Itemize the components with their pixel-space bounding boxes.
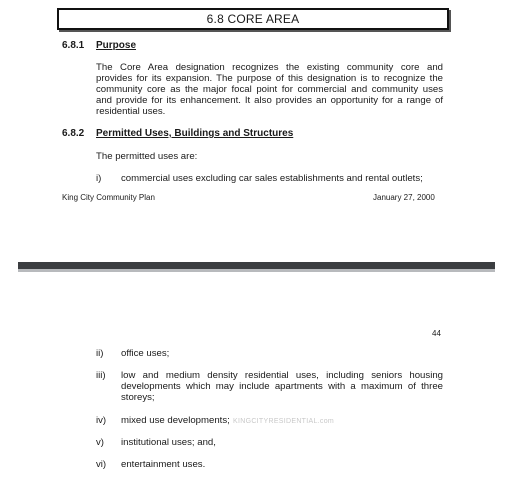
paragraph-line: community core as the major focal point for commercial and community uses [96, 84, 443, 95]
page-divider-shadow [18, 269, 495, 272]
permitted-uses-intro: The permitted uses are: [96, 151, 198, 162]
item-line: developments which may include apartments with a maximum of three [121, 381, 443, 392]
section-title-permitted-uses: Permitted Uses, Buildings and Structures [96, 128, 294, 139]
list-item-text [121, 370, 443, 403]
item-line: storeys; [121, 392, 155, 403]
list-item-text: commercial uses excluding car sales establishments and rental outlets; [121, 173, 423, 184]
list-item-text: office uses; [121, 348, 170, 359]
footer-left: King City Community Plan [62, 193, 155, 202]
section-title-purpose: Purpose [96, 40, 137, 51]
list-marker: ii) [96, 348, 104, 359]
list-item-text: entertainment uses. [121, 459, 206, 470]
section-heading: 6.8 CORE AREA [57, 8, 449, 30]
paragraph-line: The Core Area designation recognizes the existing community core and [96, 62, 443, 73]
section-number-purpose: 6.8.1 [62, 40, 85, 51]
list-marker: v) [96, 437, 104, 448]
item-line: low and medium density residential uses, including seniors housing [121, 370, 443, 381]
paragraph-line: and provide for its enhancement. It also provides an opportunity for a range of [96, 95, 443, 106]
page-divider [18, 262, 495, 269]
footer-right: January 27, 2000 [373, 193, 435, 202]
list-marker: vi) [96, 459, 107, 470]
list-marker: i) [96, 173, 102, 184]
section-number-permitted-uses: 6.8.2 [62, 128, 85, 139]
paragraph-line: provides for its expansion. The purpose of this designation is to recognize the [96, 73, 443, 84]
paragraph-line: residential uses. [96, 106, 166, 117]
list-item-text: institutional uses; and, [121, 437, 216, 448]
page-number: 44 [432, 329, 441, 338]
list-marker: iii) [96, 370, 106, 381]
purpose-paragraph [96, 62, 443, 117]
watermark: KINGCITYRESIDENTIAL.com [233, 418, 335, 425]
list-marker: iv) [96, 415, 107, 426]
list-item-text: mixed use developments; [121, 415, 230, 426]
